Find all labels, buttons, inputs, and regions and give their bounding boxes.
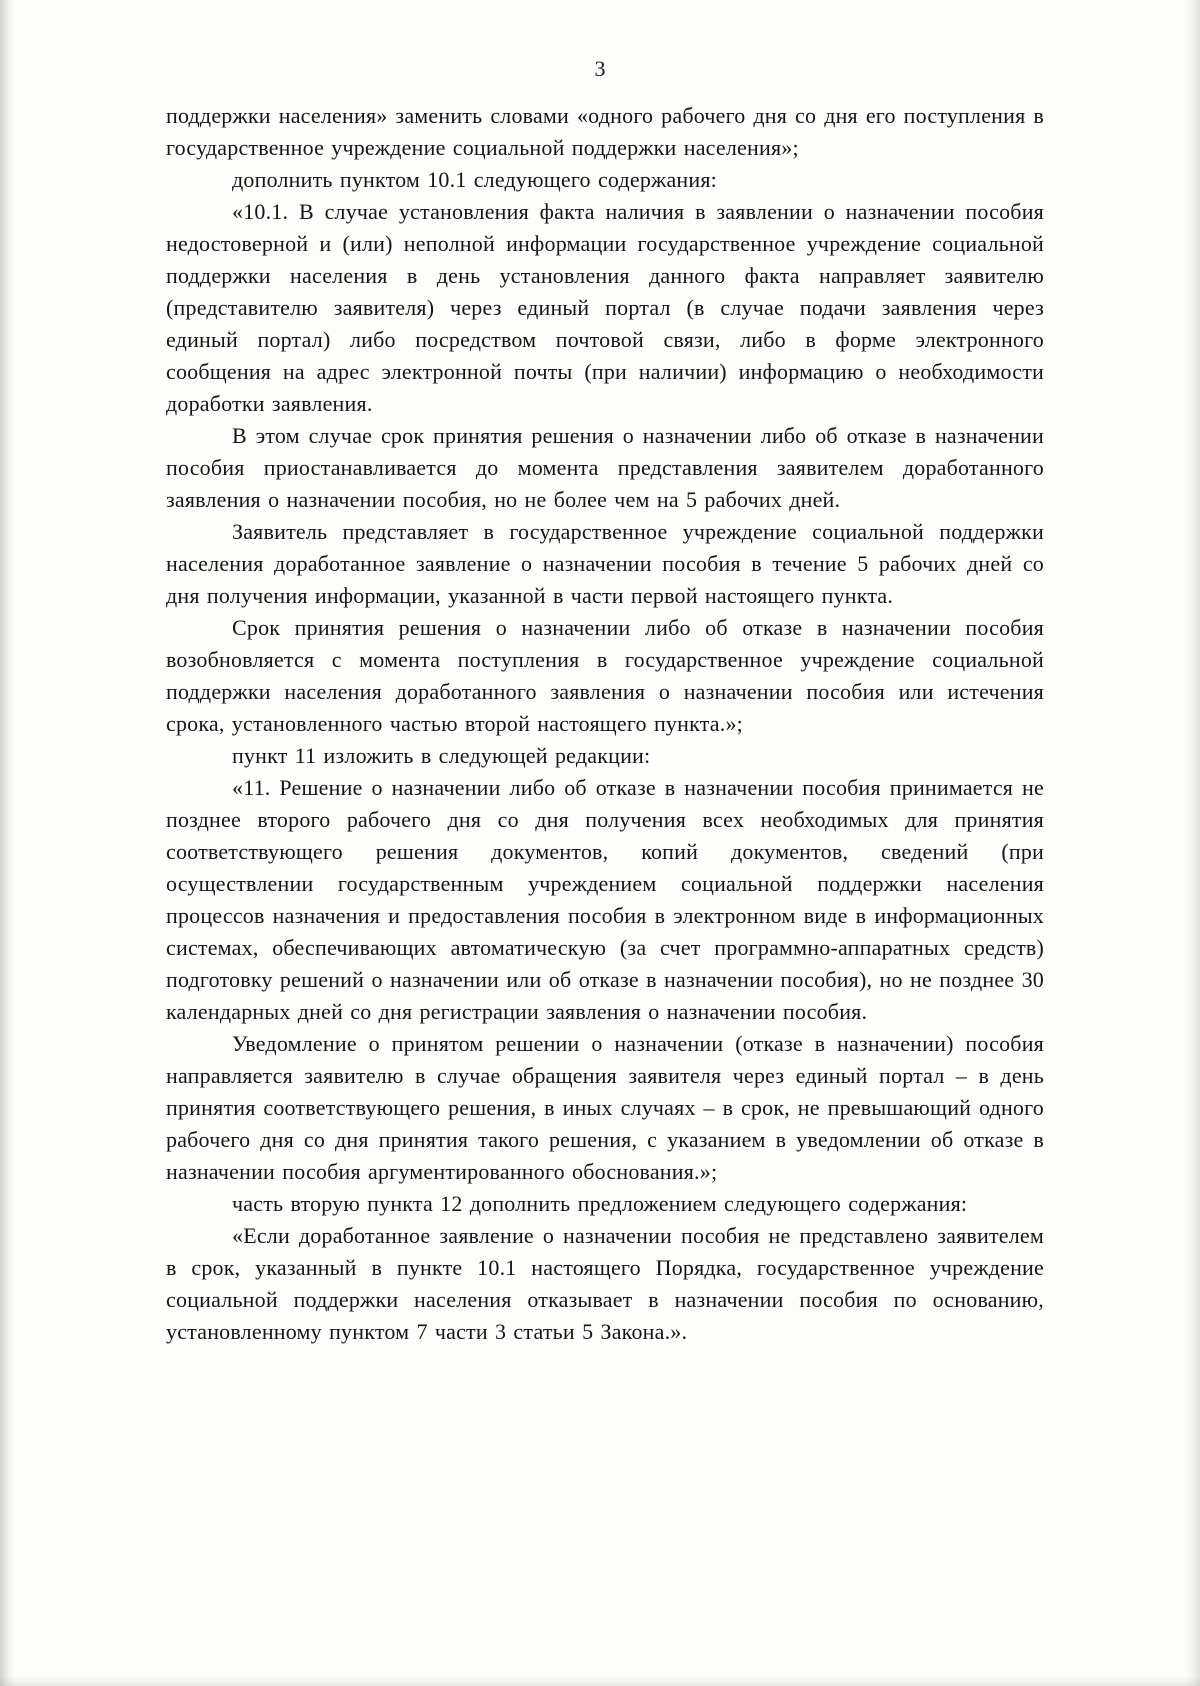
document-body — [166, 100, 1044, 1348]
paragraph: поддержки населения» заменить словами «одного рабочего дня со дня его поступления в государственное учреждение социальной поддержки населения»; — [166, 103, 1044, 160]
paragraph: часть вторую пункта 12 дополнить предложением следующего содержания: — [232, 1191, 968, 1216]
scan-edge-right — [1184, 0, 1200, 1686]
paragraph: «10.1. В случае установления факта наличия в заявлении о назначении пособия недостоверной и (или) неполной информации государственное учреждение социальной поддержки населения в день установления данного факта направляет заявителю (представителю заявителя) через единый портал (в случае подачи заявления через единый портал) либо посредством почтовой связи, либо в форме электронного сообщения на адрес электронной почты (при наличии) информацию о необходимости доработки заявления. — [166, 199, 1044, 416]
paragraph: Уведомление о принятом решении о назначении (отказе в назначении) пособия направляется заявителю в случае обращения заявителя через единый портал – в день принятия соответствующего решения, в иных случаях – в срок, не превышающий одного рабочего дня со дня принятия такого решения, с указанием в уведомлении об отказе в назначении пособия аргументированного обоснования.»; — [166, 1031, 1044, 1184]
scan-edge-bottom — [0, 1676, 1200, 1686]
paragraph: «11. Решение о назначении либо об отказе в назначении пособия принимается не позднее второго рабочего дня со дня получения всех необходимых для принятия соответствующего решения документов, копий документов, сведений (при осуществлении государственным учреждением социальной поддержки населения процессов назначения и предоставления пособия в электронном виде в информационных системах, обеспечивающих автоматическую (за счет программно-аппаратных средств) подготовку решений о назначении или об отказе в назначении пособия), но не позднее 30 календарных дней со дня регистрации заявления о назначении пособия. — [166, 775, 1044, 1024]
paragraph: пункт 11 изложить в следующей редакции: — [232, 743, 651, 768]
paragraph: Срок принятия решения о назначении либо об отказе в назначении пособия возобновляется с момента поступления в государственное учреждение социальной поддержки населения доработанного заявления о назначении пособия или истечения срока, установленного частью второй настоящего пункта.»; — [166, 615, 1044, 736]
paragraph: «Если доработанное заявление о назначении пособия не представлено заявителем в срок, указанный в пункте 10.1 настоящего Порядка, государственное учреждение социальной поддержки населения отказывает в назначении пособия по основанию, установленному пунктом 7 части 3 статьи 5 Закона.». — [166, 1223, 1044, 1344]
scan-edge-left — [0, 0, 16, 1686]
paragraph: дополнить пунктом 10.1 следующего содержания: — [232, 167, 717, 192]
paragraph: Заявитель представляет в государственное учреждение социальной поддержки населения доработанное заявление о назначении пособия в течение 5 рабочих дней со дня получения информации, указанной в части первой настоящего пункта. — [166, 519, 1044, 608]
paragraph: В этом случае срок принятия решения о назначении либо об отказе в назначении пособия приостанавливается до момента представления заявителем доработанного заявления о назначении пособия, но не более чем на 5 рабочих дней. — [166, 423, 1044, 512]
page-number: 3 — [594, 56, 606, 81]
